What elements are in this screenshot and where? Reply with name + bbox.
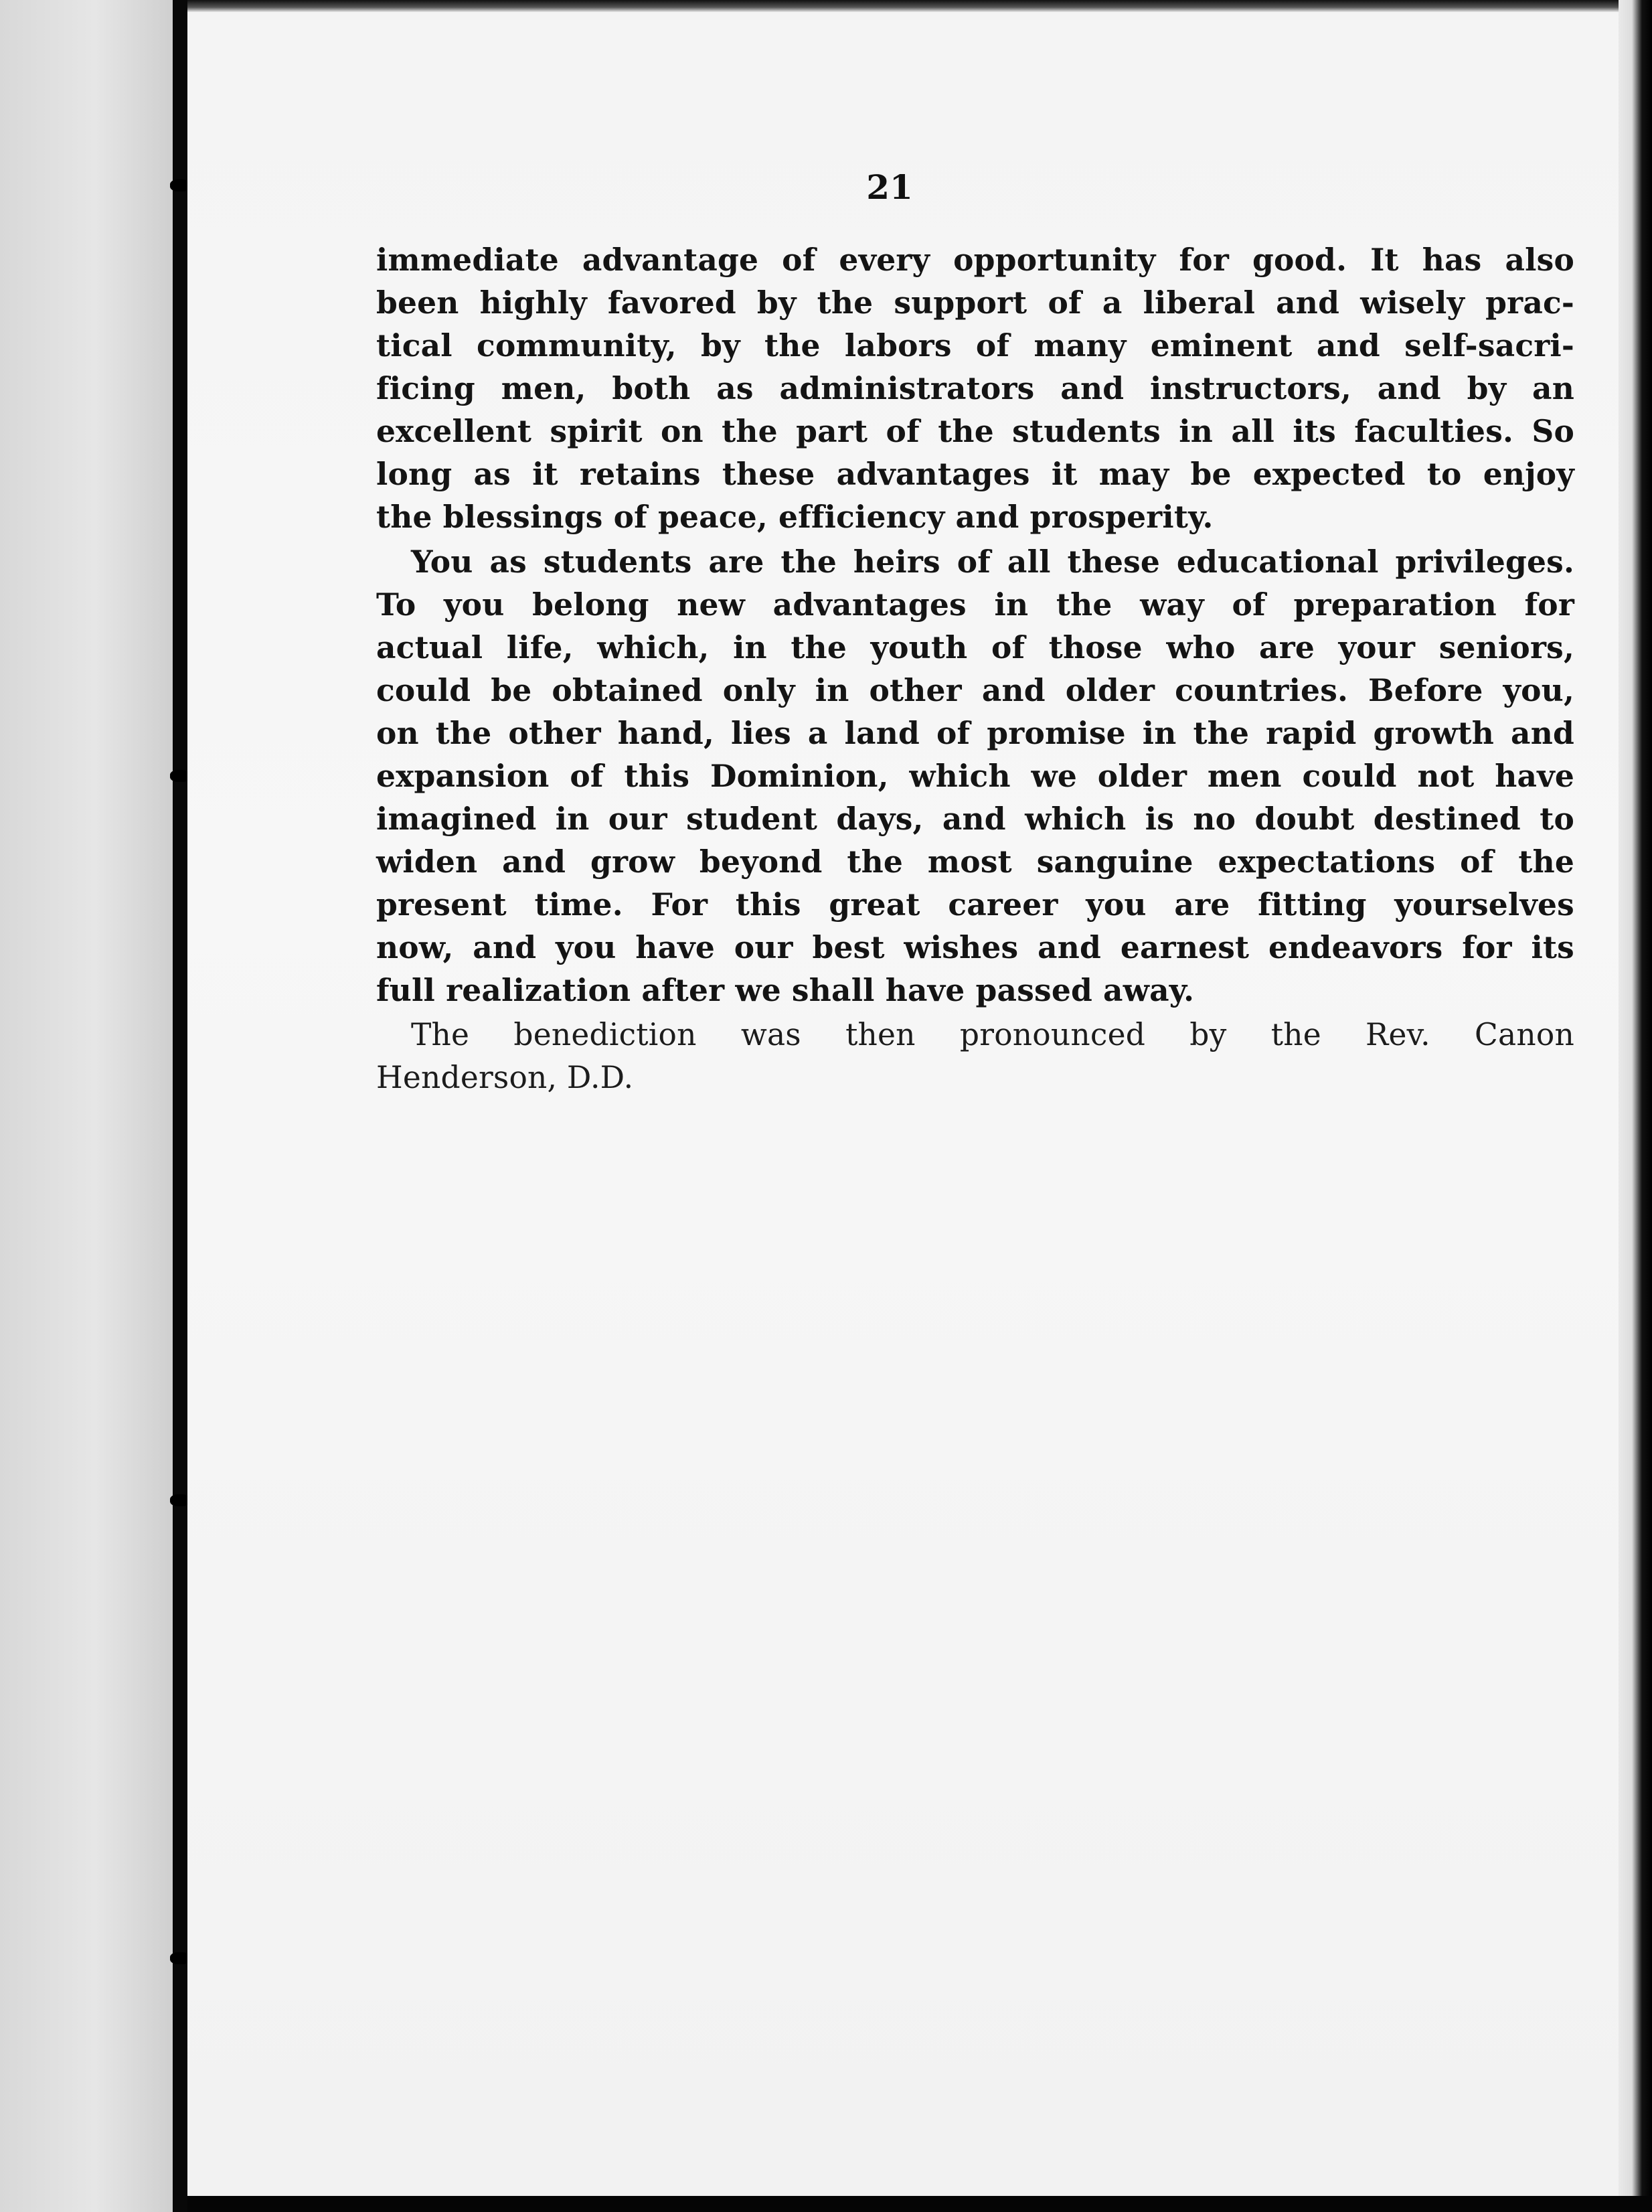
text-line: actual life, which, in the youth of those who are your seniors, — [376, 629, 1574, 665]
paragraph — [376, 1014, 1574, 1099]
text-line: full realization after we shall have passed away. — [376, 972, 1195, 1008]
text-line: Henderson, D.D. — [376, 1060, 634, 1095]
text-line: now, and you have our best wishes and earnest endeavors for its — [376, 929, 1574, 965]
text-line: excellent spirit on the part of the students in all its faculties. So — [376, 413, 1574, 449]
text-line: the blessings of peace, efficiency and prosperity. — [376, 499, 1214, 535]
right-page-edge — [1619, 0, 1652, 2212]
text-line: tical community, by the labors of many eminent and self-sacri- — [376, 327, 1574, 364]
book-binding — [173, 0, 187, 2212]
page-number: 21 — [866, 167, 913, 207]
text-line: present time. For this great career you are fitting yourselves — [376, 886, 1574, 923]
text-line: been highly favored by the support of a liberal and wisely prac- — [376, 285, 1574, 321]
text-line: immediate advantage of every opportunity for good. It has also — [376, 242, 1574, 278]
text-line: could be obtained only in other and older countries. Before you, — [376, 672, 1574, 708]
paragraph — [376, 238, 1574, 538]
text-line: ficing men, both as administrators and instructors, and by an — [376, 370, 1574, 406]
facing-page-edge — [0, 0, 173, 2212]
text-line: You as students are the heirs of all these educational privileges. — [411, 544, 1574, 580]
text-line: widen and grow beyond the most sanguine expectations of the — [376, 844, 1574, 880]
text-line: expansion of this Dominion, which we older men could not have — [376, 758, 1574, 794]
page-sheet — [187, 12, 1619, 2196]
body-text — [376, 238, 1574, 1099]
bottom-page-edge — [187, 2196, 1652, 2212]
text-line: The benediction was then pronounced by the Rev. Canon — [411, 1017, 1574, 1052]
text-line: long as it retains these advantages it may be expected to enjoy — [376, 456, 1574, 492]
text-line: imagined in our student days, and which is no doubt destined to — [376, 801, 1574, 837]
text-line: To you belong new advantages in the way of preparation for — [376, 586, 1574, 623]
text-line: on the other hand, lies a land of promise in the rapid growth and — [376, 715, 1574, 751]
paragraph — [376, 540, 1574, 1012]
top-page-edge — [187, 0, 1619, 12]
